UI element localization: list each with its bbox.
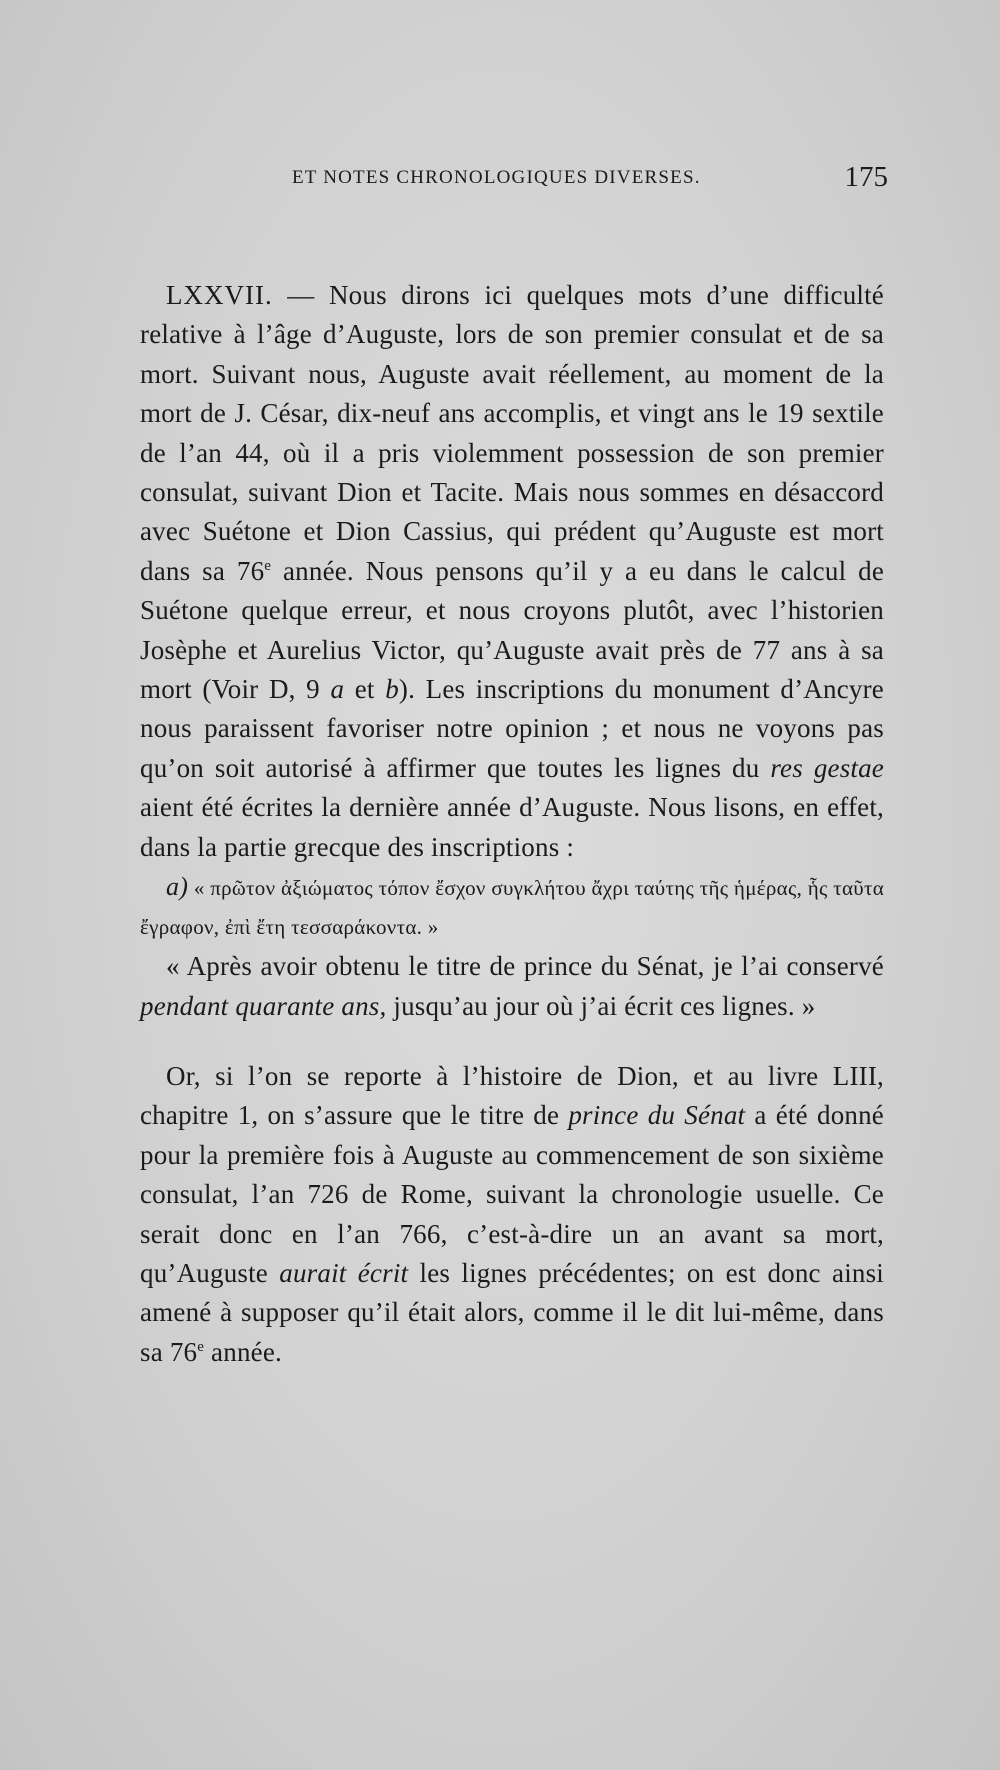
paragraph-text: a été donné pour la première fois à Auguste au commencement de son sixième consulat, l’an 726 de Rome, suivant la chronologie usuelle. Ce serait donc en l’an 766, c’est-à-dire un an avant sa mort, qu’Auguste <box>140 1100 884 1288</box>
paragraph-text: ). Les inscriptions du monument d’Ancyre nous paraissent favoriser notre opinion ; et nous ne voyons pas qu’on soit autorisé à affirmer que toutes les lignes du <box>140 674 884 783</box>
italic-text: a <box>330 674 345 705</box>
greek-text: « πρῶτον ἀξιώματος τόπον ἔσχον συγκλήτου ἄχρι ταύτης τῆς ἡμέρας, ἧς ταῦτα ἔγραφον, ἐπὶ ἔτη τεσσαράκοντα. » <box>140 876 884 940</box>
paragraph-text: année. Nous pensons qu’il y a eu dans le calcul de Suétone quelque erreur, et nous croyons plutôt, avec l’historien Josèphe et Aurelius Victor, qu’Auguste avait près de 77 ans à sa mort (Voir D, 9 <box>140 555 884 705</box>
greek-quotation <box>140 867 884 947</box>
running-header <box>292 163 888 193</box>
italic-text: b <box>385 674 399 705</box>
quotation-label: a) <box>166 872 189 902</box>
section-number: LXXVII. <box>166 280 273 310</box>
superscript: e <box>264 557 272 574</box>
paragraph-text: les lignes précédentes; on est donc ainsi amené à supposer qu’il était alors, comme il le dit lui-même, dans sa 76 <box>140 1257 885 1367</box>
em-dash: — <box>272 280 329 310</box>
translation-text: jusqu’au jour où j’ai écrit ces lignes. » <box>386 990 816 1021</box>
paragraph-text: année. <box>204 1336 282 1367</box>
french-translation <box>140 947 884 1026</box>
italic-text: aurait écrit <box>279 1257 409 1288</box>
paragraph-lxxvii <box>140 276 884 867</box>
running-title: ET NOTES CHRONOLOGIQUES DIVERSES. <box>292 167 701 188</box>
paragraph-text: et <box>344 674 386 705</box>
paragraph-text: Nous dirons ici quelques mots d’une difficulté relative à l’âge d’Auguste, lors de son premier consulat et de sa mort. Suivant nous, Auguste avait réellement, au moment de la mort de J. César, dix-neuf ans accomplis, et vingt ans le 19 sextile de l’an 44, où il a pris violemment possession de son premier consulat, suivant Dion et Tacite. Mais nous sommes en désaccord avec Suétone et Dion Cassius, qui prédent qu’Auguste est mort dans sa 76 <box>140 280 884 586</box>
page-number: 175 <box>844 161 888 193</box>
italic-text: res gestae <box>770 752 884 783</box>
paragraph-dion <box>140 1057 884 1372</box>
main-text <box>140 276 884 1372</box>
translation-text: « Après avoir obtenu le titre de prince du Sénat, je l’ai conservé <box>166 951 884 982</box>
paragraph-text: Or, si l’on se reporte à l’histoire de Dion, et au livre LIII, chapitre 1, on s’assure que le titre de <box>140 1060 884 1131</box>
paragraph-text: aient été écrites la dernière année d’Auguste. Nous lisons, en effet, dans la partie grecque des inscriptions : <box>140 792 884 862</box>
superscript: e <box>197 1338 205 1355</box>
italic-text: pendant quarante ans, <box>140 990 387 1021</box>
italic-text: prince du Sénat <box>568 1100 746 1131</box>
